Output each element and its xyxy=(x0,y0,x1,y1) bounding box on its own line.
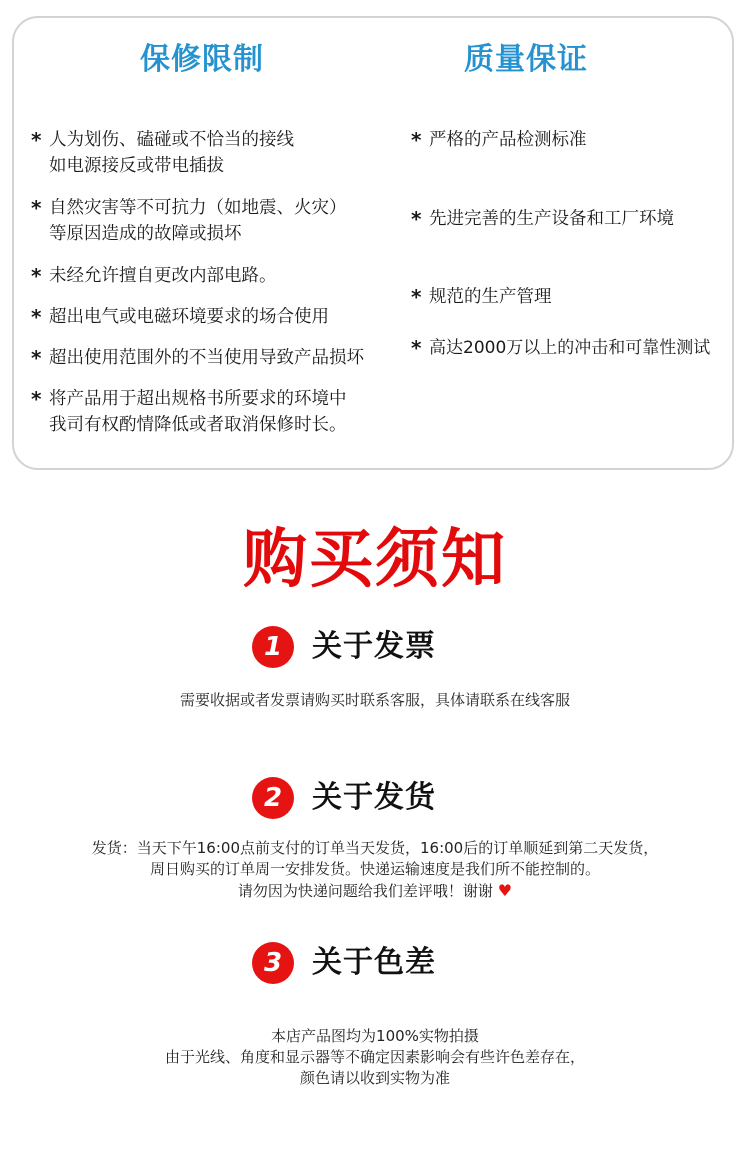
quality-item xyxy=(411,284,552,310)
section-text xyxy=(0,690,750,711)
star-icon: * xyxy=(411,285,422,309)
section-header xyxy=(0,942,750,986)
section-text-line xyxy=(0,880,750,902)
section-number-badge: 1 xyxy=(252,626,294,668)
section-text-line-content: 请勿因为快递问题给我们差评哦！谢谢 xyxy=(237,882,493,900)
section-header xyxy=(0,626,750,670)
star-icon: * xyxy=(31,305,42,329)
section-title: 关于发货 xyxy=(312,780,436,815)
section-text xyxy=(0,838,750,902)
star-icon: * xyxy=(31,264,42,288)
warranty-item xyxy=(31,345,364,371)
warranty-item-line: 自然灾害等不可抗力（如地震、火灾） xyxy=(49,198,347,218)
star-icon: * xyxy=(31,346,42,370)
star-icon: * xyxy=(31,128,42,152)
warranty-item-line: 超出电气或电磁环境要求的场合使用 xyxy=(49,307,329,327)
section-text-line: 需要收据或者发票请购买时联系客服，具体请联系在线客服 xyxy=(179,691,570,709)
warranty-item xyxy=(31,304,329,330)
section-number-badge: 2 xyxy=(252,777,294,819)
star-icon: * xyxy=(411,207,422,231)
warranty-item xyxy=(31,195,347,247)
warranty-item xyxy=(31,127,294,179)
warranty-item-line: 等原因造成的故障或损坏 xyxy=(49,224,242,244)
warranty-item-line: 未经允许擅自更改内部电路。 xyxy=(49,266,277,286)
section-text-line: 本店产品图均为100%实物拍摄 xyxy=(271,1027,479,1045)
section-text xyxy=(0,1026,750,1089)
section-header xyxy=(0,777,750,821)
warranty-item-line: 如电源接反或带电插拔 xyxy=(49,156,224,176)
quality-item-line: 高达2000万以上的冲击和可靠性测试 xyxy=(429,338,711,358)
section-title: 关于色差 xyxy=(312,945,436,980)
warranty-item-line: 我司有权酌情降低或者取消保修时长。 xyxy=(49,415,347,435)
section-text-line: 由于光线、角度和显示器等不确定因素影响会有些许色差存在， xyxy=(164,1048,585,1066)
section-text-line: 周日购买的订单周一安排发货。快递运输速度是我们所不能控制的。 xyxy=(149,860,600,878)
star-icon: * xyxy=(411,336,422,360)
warranty-item-line: 将产品用于超出规格书所要求的环境中 xyxy=(49,389,347,409)
warranty-item-line: 人为划伤、磕碰或不恰当的接线 xyxy=(49,130,294,150)
section-text-line: 发货：当天下午16:00点前支付的订单当天发货，16:00后的订单顺延到第二天发货， xyxy=(91,839,659,857)
star-icon: * xyxy=(31,196,42,220)
heart-icon: ♥ xyxy=(497,881,513,900)
quality-item-line: 规范的生产管理 xyxy=(429,287,552,307)
quality-item xyxy=(411,206,674,232)
quality-guarantee-title: 质量保证 xyxy=(464,42,588,77)
quality-item-line: 先进完善的生产设备和工厂环境 xyxy=(429,209,674,229)
purchase-notice-title: 购买须知 xyxy=(243,523,507,597)
warranty-item-line: 超出使用范围外的不当使用导致产品损坏 xyxy=(49,348,364,368)
quality-item-line: 严格的产品检测标准 xyxy=(429,130,587,150)
star-icon: * xyxy=(411,128,422,152)
section-text-line: 颜色请以收到实物为准 xyxy=(299,1069,450,1087)
section-number-badge: 3 xyxy=(252,942,294,984)
quality-item xyxy=(411,127,587,153)
warranty-item xyxy=(31,263,277,289)
quality-item xyxy=(411,335,711,361)
warranty-item xyxy=(31,386,347,438)
warranty-limits-title: 保修限制 xyxy=(140,42,264,77)
star-icon: * xyxy=(31,387,42,411)
section-title: 关于发票 xyxy=(312,629,436,664)
